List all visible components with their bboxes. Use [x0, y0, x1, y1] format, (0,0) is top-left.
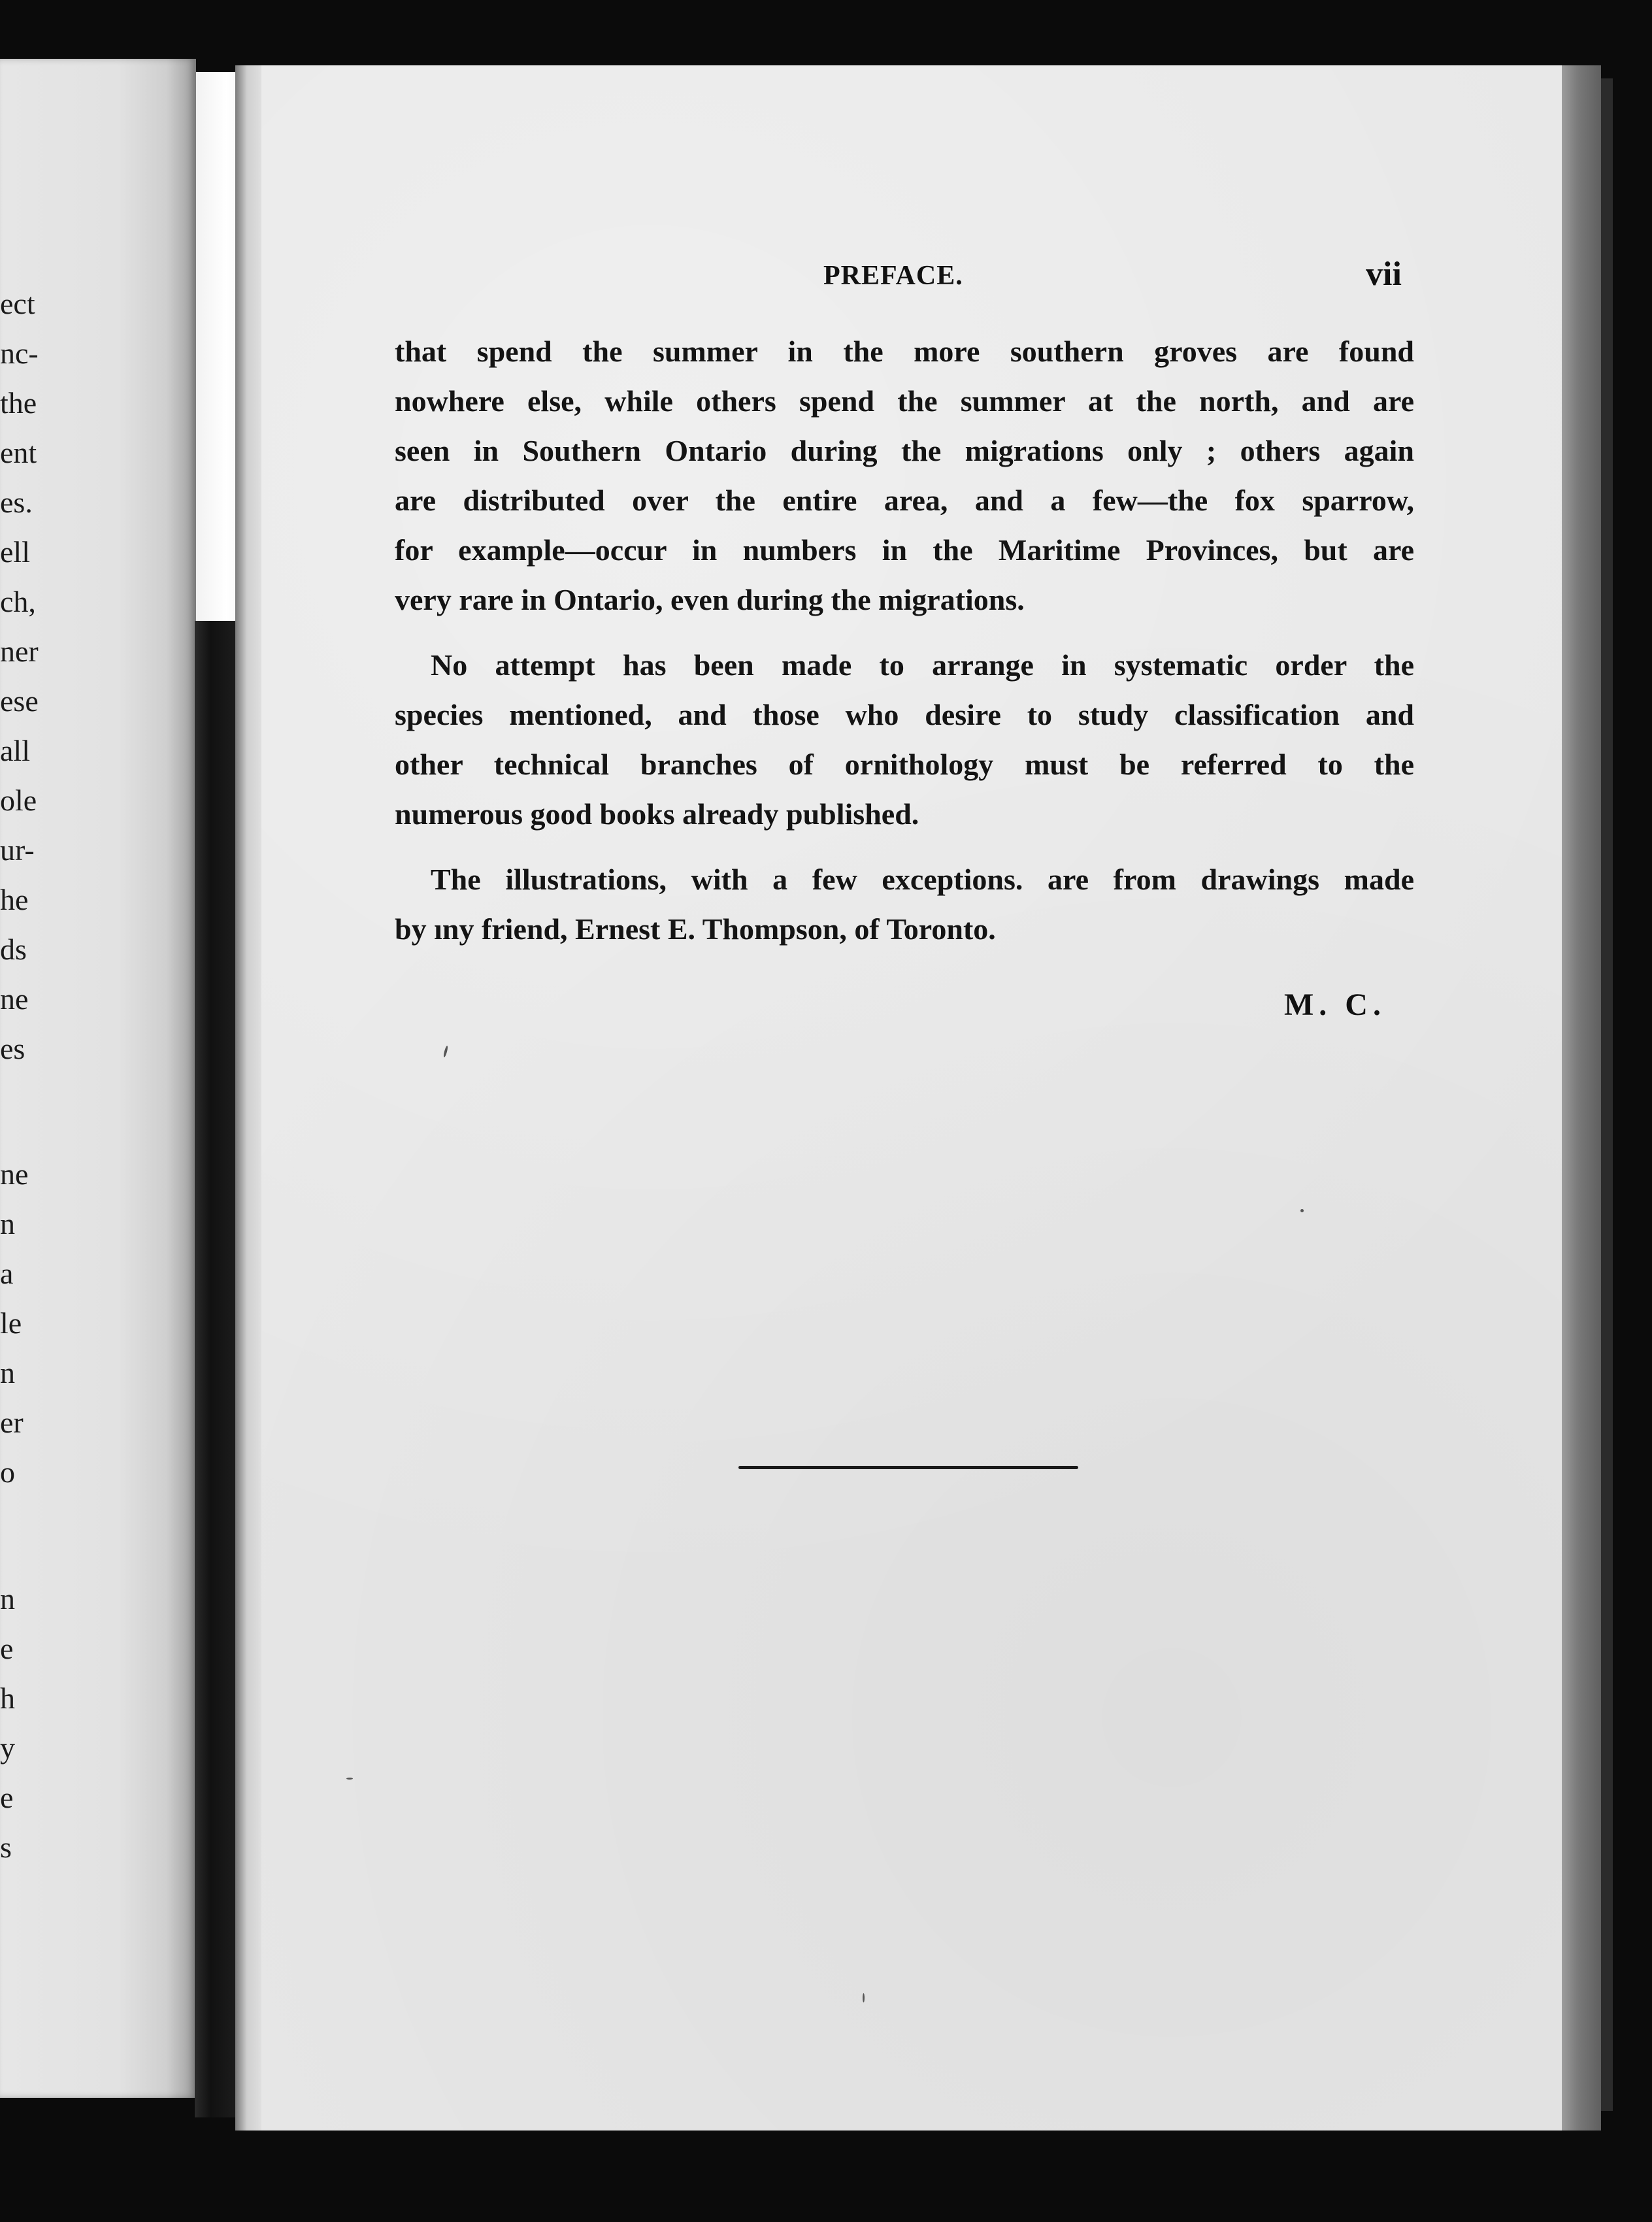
left-fragment: ne	[0, 982, 29, 1016]
book-gutter-strip	[235, 65, 265, 2131]
text-line: are distributed over the entire area, and a few—the fox sparrow,	[395, 484, 1414, 517]
left-fragment: y	[0, 1731, 15, 1765]
text-line: The illustrations, with a few exceptions. are from drawings made	[431, 863, 1414, 896]
left-fragment: ner	[0, 635, 39, 668]
paragraph	[395, 855, 1414, 954]
text-line: for example—occur in numbers in the Maritime Provinces, but are	[395, 533, 1414, 567]
left-fragment: n	[0, 1582, 15, 1616]
text-line: that spend the summer in the more southern groves are found	[395, 335, 1414, 368]
left-fragment: ole	[0, 784, 37, 817]
body-text	[395, 327, 1414, 970]
left-fragment: ne	[0, 1157, 29, 1191]
text-line: numerous good books already published.	[395, 797, 919, 831]
text-line: by ıny friend, Ernest E. Thompson, of Toronto.	[395, 912, 996, 946]
running-head: PREFACE.	[823, 261, 963, 291]
left-fragment: n	[0, 1356, 15, 1389]
left-fragment: a	[0, 1257, 14, 1290]
author-initials: M. C.	[1284, 987, 1386, 1022]
text-line: very rare in Ontario, even during the migrations.	[395, 583, 1025, 616]
text-line: nowhere else, while others spend the summer at the north, and are	[395, 384, 1414, 418]
left-fragment: he	[0, 883, 29, 916]
paragraph	[395, 327, 1414, 625]
left-fragment: e	[0, 1632, 14, 1665]
text-line: No attempt has been made to arrange in systematic order the	[431, 648, 1414, 682]
page-number: vii	[1366, 256, 1402, 293]
section-end-rule	[738, 1466, 1078, 1469]
left-fragment: h	[0, 1682, 15, 1715]
left-fragment: ds	[0, 933, 27, 966]
left-fragment: ur-	[0, 833, 35, 867]
left-fragment: n	[0, 1207, 15, 1240]
left-fragment: le	[0, 1306, 22, 1340]
left-fragment: s	[0, 1831, 12, 1864]
left-fragment: o	[0, 1455, 15, 1489]
left-fragment: ch,	[0, 585, 36, 618]
text-line: other technical branches of ornithology must be referred to the	[395, 748, 1414, 781]
left-fragment: ect	[0, 287, 35, 320]
left-facing-page	[0, 59, 196, 2098]
left-fragment: ent	[0, 436, 37, 469]
left-fragment: es	[0, 1032, 25, 1065]
left-fragment: ell	[0, 535, 30, 569]
left-fragment: e	[0, 1781, 14, 1814]
left-fragment: er	[0, 1406, 24, 1439]
left-fragment: ese	[0, 684, 39, 718]
page-edge-dark	[1601, 78, 1613, 2111]
scan-speck	[1300, 1209, 1304, 1212]
left-fragment: es.	[0, 486, 33, 519]
left-fragment: the	[0, 386, 37, 420]
text-line: species mentioned, and those who desire to study classification and	[395, 698, 1414, 731]
scan-speck	[863, 1993, 865, 2002]
paragraph	[395, 640, 1414, 839]
scan-speck	[346, 1778, 353, 1780]
book-gutter-shadow	[195, 621, 235, 2117]
left-fragment: all	[0, 734, 30, 767]
page-edge-shadow	[1562, 65, 1601, 2131]
text-line: seen in Southern Ontario during the migrations only ; others again	[395, 434, 1414, 467]
left-fragment: nc-	[0, 337, 39, 370]
